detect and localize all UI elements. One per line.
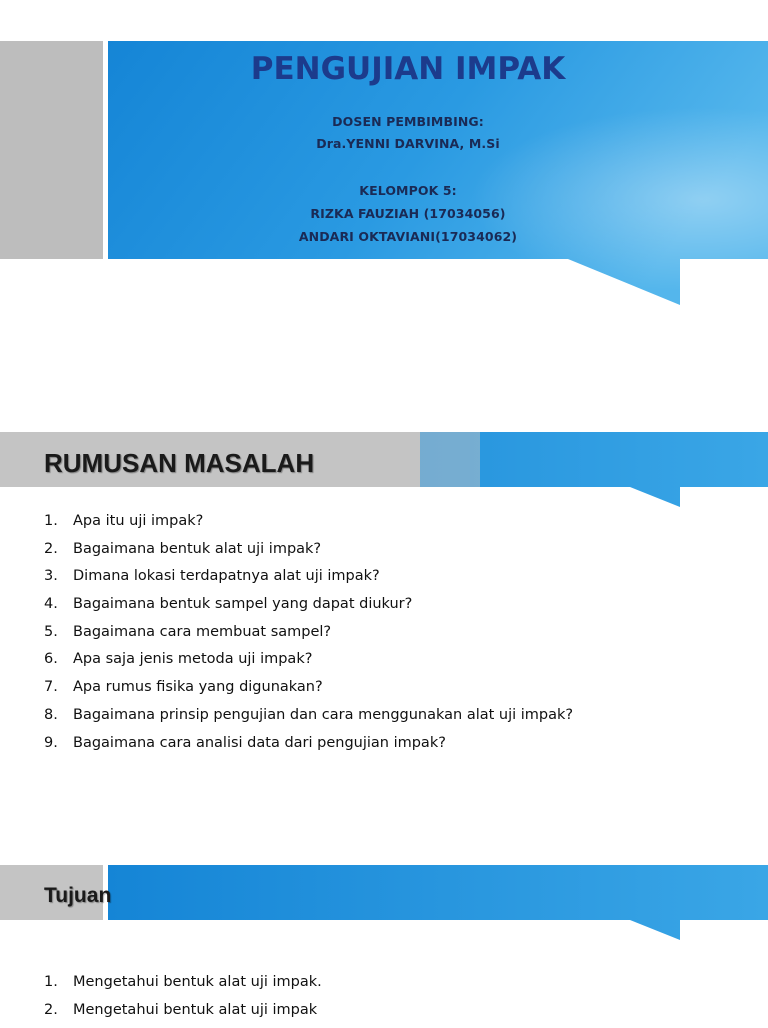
list-item: 1. Apa itu uji impak?: [44, 513, 204, 529]
problem-list: [44, 512, 573, 761]
list-item: 2. Bagaimana bentuk alat uji impak?: [44, 540, 322, 557]
advisor-name: Dra.YENNI DARVINA, M.Si: [316, 136, 500, 151]
list-item: 6. Apa saja jenis metoda uji impak?: [44, 651, 313, 668]
objective-list: [44, 973, 322, 1028]
list-item: 2. Mengetahui bentuk alat uji impak: [44, 1001, 318, 1018]
section-banner: [0, 865, 768, 945]
section-title: RUMUSAN MASALAH: [44, 448, 315, 478]
group-heading: KELOMPOK 5:: [359, 183, 457, 198]
group-member-1: RIZKA FAUZIAH (17034056): [310, 206, 506, 221]
group-member-2: ANDARI OKTAVIANI(17034062): [298, 229, 518, 244]
gray-tab: [0, 41, 103, 259]
slide-rumusan-masalah: [0, 432, 768, 812]
list-item: 7. Apa rumus fisika yang digunakan?: [44, 679, 323, 696]
list-item: 9. Bagaimana cara analisi data dari pengujian impak?: [44, 734, 446, 751]
section-title: Tujuan: [44, 884, 112, 907]
slide-tujuan: [0, 865, 768, 1024]
presentation-title: PENGUJIAN IMPAK: [250, 51, 566, 87]
list-item: 8. Bagaimana prinsip pengujian dan cara menggunakan alat uji impak?: [44, 706, 574, 723]
list-item: 3. Dimana lokasi terdapatnya alat uji impak?: [44, 568, 380, 585]
list-item: 1. Mengetahui bentuk alat uji impak.: [44, 974, 322, 990]
slide-title: [0, 41, 768, 311]
list-item: 4. Bagaimana bentuk sampel yang dapat diukur?: [44, 596, 413, 613]
list-item: 5. Bagaimana cara membuat sampel?: [44, 623, 332, 640]
advisor-heading: DOSEN PEMBIMBING:: [332, 114, 484, 129]
